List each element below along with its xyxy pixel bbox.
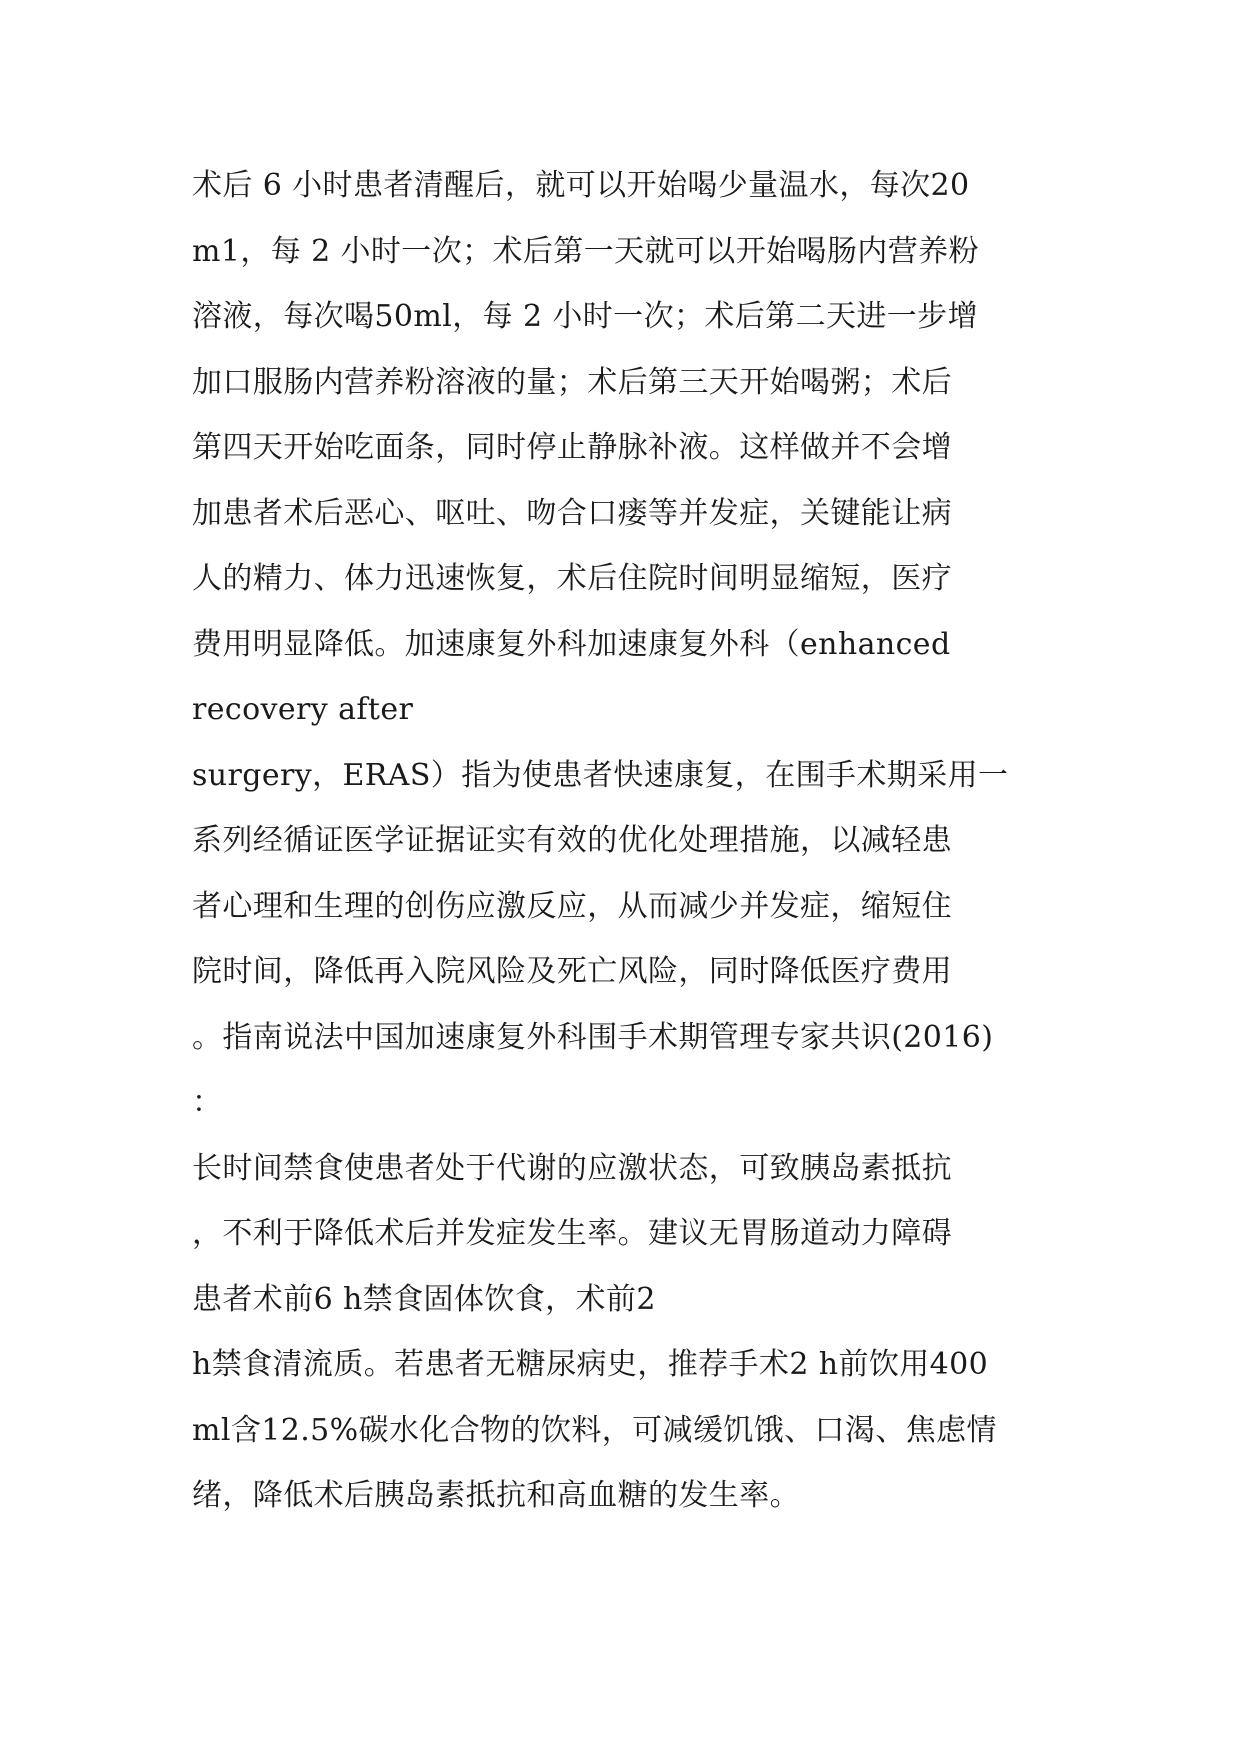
text-line: 。指南说法中国加速康复外科围手术期管理专家共识(2016) — [192, 1019, 994, 1055]
text-line: 者心理和生理的创伤应激反应，从而减少并发症，缩短住 — [192, 888, 952, 924]
text-line: 术后 6 小时患者清醒后，就可以开始喝少量温水，每次20 — [192, 168, 970, 203]
text-line: 人的精力、体力迅速恢复，术后住院时间明显缩短，医疗 — [192, 561, 952, 596]
text-line: ml含12.5%碳水化合物的饮料，可减缓饥饿、口渴、焦虑情 — [192, 1412, 997, 1448]
text-line: ： — [192, 1085, 223, 1120]
text-line: 溶液，每次喝50ml，每 2 小时一次；术后第二天进一步增 — [192, 299, 978, 334]
text-line: recovery after — [192, 692, 414, 727]
body-text — [192, 158, 1072, 1534]
text-line: 绪，降低术后胰岛素抵抗和高血糖的发生率。 — [192, 1478, 800, 1513]
text-line: 长时间禁食使患者处于代谢的应激状态，可致胰岛素抵抗 — [192, 1150, 952, 1186]
text-line: 第四天开始吃面条，同时停止静脉补液。这样做并不会增 — [192, 430, 952, 465]
text-line: m1，每 2 小时一次；术后第一天就可以开始喝肠内营养粉 — [192, 233, 979, 269]
text-line: h禁食清流质。若患者无糖尿病史，推荐手术2 h前饮用400 — [192, 1347, 989, 1382]
text-line: ，不利于降低术后并发症发生率。建议无胃肠道动力障碍 — [192, 1216, 952, 1251]
text-line: 费用明显降低。加速康复外科加速康复外科（enhanced — [192, 626, 951, 662]
text-line: 院时间，降低再入院风险及死亡风险，同时降低医疗费用 — [192, 954, 952, 989]
text-line: 患者术前6 h禁食固体饮食，术前2 — [192, 1281, 656, 1317]
text-line: 加口服肠内营养粉溶液的量；术后第三天开始喝粥；术后 — [192, 364, 952, 400]
text-line: 系列经循证医学证据证实有效的优化处理措施，以减轻患 — [192, 823, 952, 858]
text-line: 加患者术后恶心、呕吐、吻合口瘘等并发症，关键能让病 — [192, 495, 952, 531]
text-line: surgery，ERAS）指为使患者快速康复，在围手术期采用一 — [192, 757, 1009, 793]
